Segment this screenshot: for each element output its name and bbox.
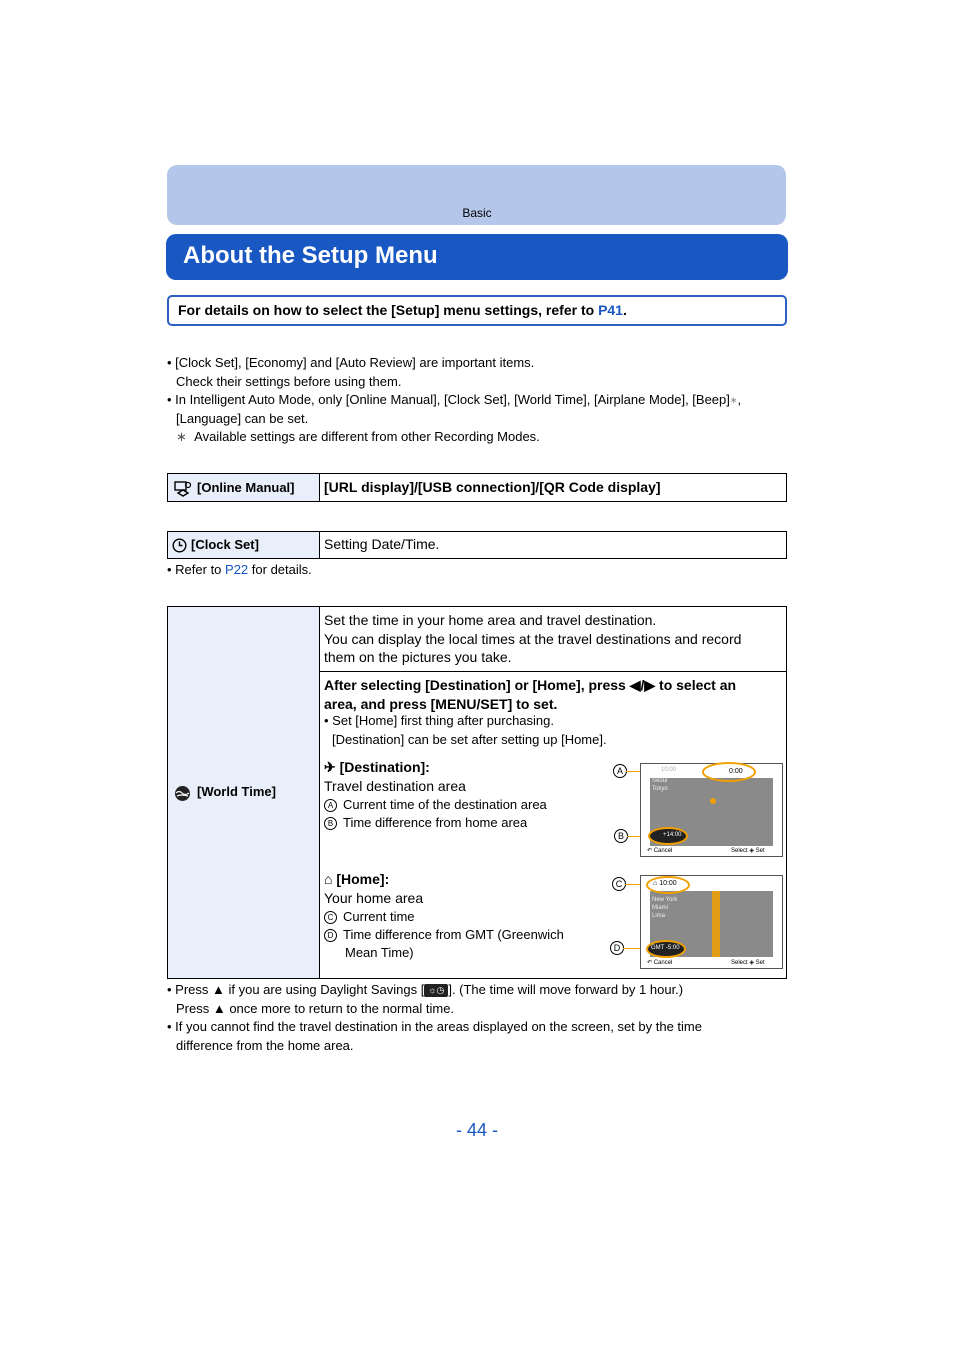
marker-b: B [614,829,628,843]
note-3: ∗ Available settings are different from other Recording Modes. [176,429,540,444]
clock-set-ref: • Refer to P22 for details. [167,562,312,577]
p22-link[interactable]: P22 [225,562,249,577]
world-map: New York Miami Lima [650,891,773,957]
online-manual-label-cell [167,473,320,502]
select-set-label: Select ◈ Set [731,848,765,854]
world-time-set-note: • Set [Home] first thing after purchasing. [Destination] can be set after setting up [Home]. [324,713,607,747]
note-2: • In Intelligent Auto Mode, only [Online Manual], [Clock Set], [World Time], [Airplane Mode], [Beep]∗, [167,392,742,407]
notes [167,354,787,447]
world-time-label: [World Time] [197,784,276,799]
clock-set-value: Setting Date/Time. [324,536,440,552]
marker-a: A [613,764,627,778]
home-section: ⌂ [Home]: Your home area C Current time D Time difference from GMT (Greenwich Mean Time) [324,871,564,960]
marker-c: C [612,877,626,891]
marker-d: D [610,941,624,955]
note-2b: [Language] can be set. [176,410,309,426]
destination-section: ✈ [Destination]: Travel destination area A Current time of the destination area B Time difference from home area [324,759,547,830]
footer-notes: • Press ▲ if you are using Daylight Savings [ ☼◷ ]. (The time will move forward by 1 hour.) Press ▲ once more to return to the normal time. • If you cannot find the travel destination in the areas displayed on the screen, set by the time difference from the home area. [167,981,787,1055]
home-screen: New York Miami Lima ⌂ 10:00 GMT -5:00 ↶ Cancel Select ◈ Set [640,875,783,969]
clock-set-label: [Clock Set] [191,537,259,552]
clock-icon [172,538,187,558]
online-manual-value: [URL display]/[USB connection]/[QR Code display] [324,479,661,495]
time-zone-band [712,891,720,957]
note-1b: Check their settings before using them. [176,373,402,389]
section-label: Basic [462,206,492,220]
cancel-label: ↶ Cancel [647,960,673,966]
world-time-label-cell [167,606,320,979]
world-time-instruction: After selecting [Destination] or [Home], press ◀/▶ to select an area, and press [MENU/SET] to set. [324,677,737,712]
world-time-intro: Set the time in your home area and travel destination. You can display the local times at the travel destinations and record them on the pictures you take. [324,612,742,665]
footer-note-1: • Press ▲ if you are using Daylight Savings [ ☼◷ ]. (The time will move forward by 1 hour.) [167,982,684,997]
online-manual-label: [Online Manual] [197,480,295,495]
online-manual-icon [174,481,192,502]
world-time-intro-cell [319,606,787,672]
page-title: About the Setup Menu [183,242,438,269]
note-1: • [Clock Set], [Economy] and [Auto Review] are important items. [167,355,535,370]
home-time: ⌂ 10:00 [653,880,677,887]
footer-note-2: • If you cannot find the travel destination in the areas displayed on the screen, set by the time [167,1019,702,1034]
home-icon: ⌂ [324,871,333,887]
cancel-label: ↶ Cancel [647,848,673,854]
select-set-label: Select ◈ Set [731,960,765,966]
online-manual-value-cell [319,473,787,502]
clock-set-label-cell [167,531,320,559]
world-map: Seoul Tokyo [650,778,773,846]
daylight-savings-icon: ☼◷ [424,984,448,997]
world-time-icon [174,785,191,807]
reference-text: For details on how to select the [Setup] menu settings, refer to P41. [178,302,627,318]
clock-set-value-cell [319,531,787,559]
map-pin [710,798,716,804]
page-number: - 44 - [455,1120,498,1140]
p41-link[interactable]: P41 [598,302,623,318]
airplane-icon: ✈ [324,759,336,775]
destination-screen: Seoul Tokyo 10:00 0:00 +14:00 ↶ Cancel Select ◈ Set [640,763,783,857]
